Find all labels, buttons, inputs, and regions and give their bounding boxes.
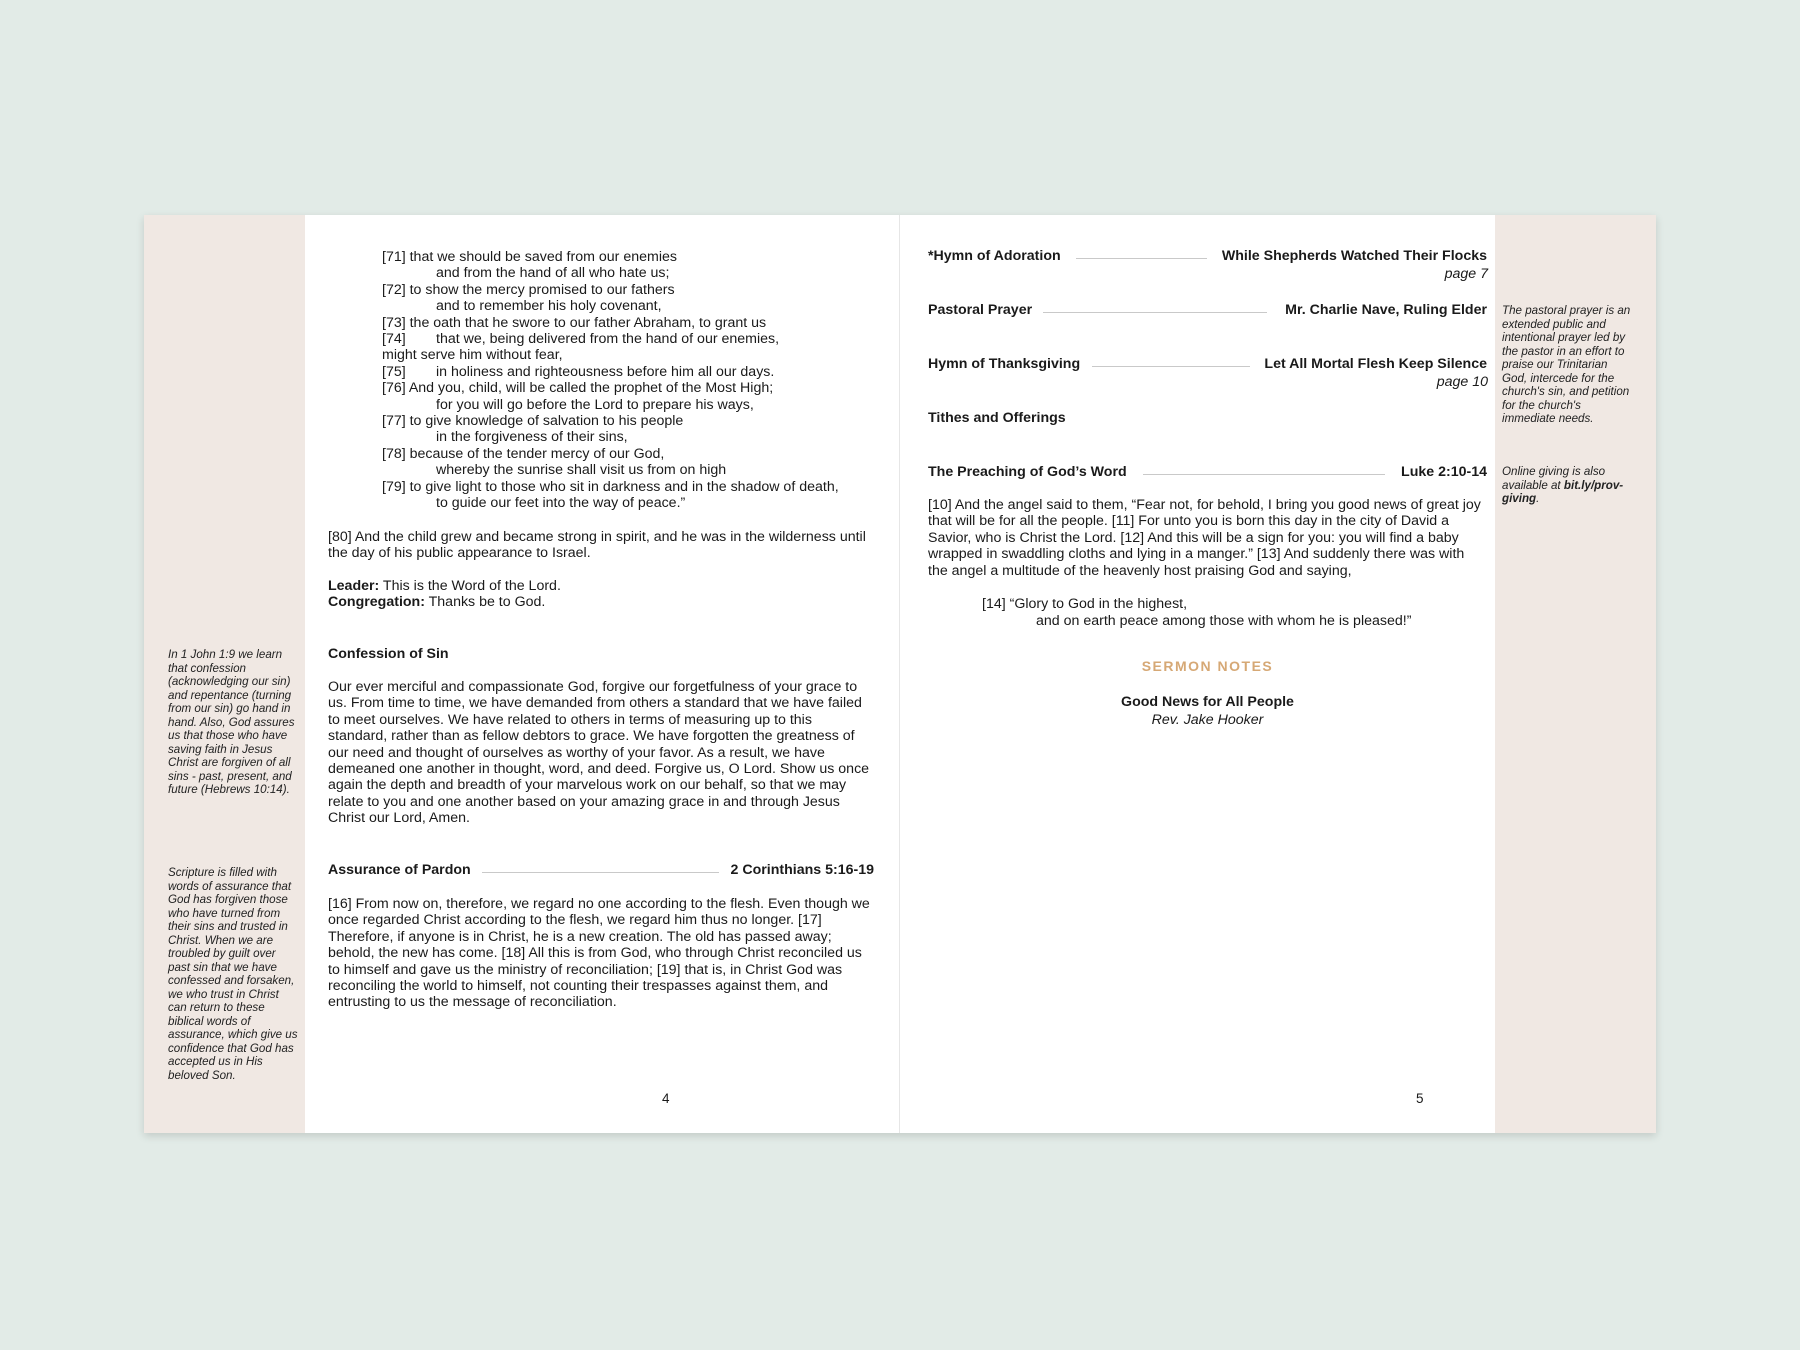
- verse-line: [72] to show the mercy promised to our fathers: [382, 282, 675, 298]
- verse-line: [78] because of the tender mercy of our God,: [382, 446, 665, 462]
- gloria-line: and on earth peace among those with whom he is pleased!”: [1036, 613, 1412, 629]
- verse-line: [77] to give knowledge of salvation to his people: [382, 413, 684, 429]
- preacher-name: Rev. Jake Hooker: [1151, 712, 1264, 728]
- leader-rule: [1092, 366, 1250, 367]
- hymn-thanksgiving-name: Let All Mortal Flesh Keep Silence: [1264, 356, 1487, 372]
- leader-rule: [1043, 312, 1267, 313]
- verse-line: [79] to give light to those who sit in darkness and in the shadow of death,: [382, 479, 839, 495]
- verse-line: [73] the oath that he swore to our father Abraham, to grant us: [382, 315, 767, 331]
- side-note-assurance: Scripture is filled with words of assurance that God has forgiven those who have turned from their sins and trusted in Christ. When we are troubled by guilt over past sin that we have confessed and forsaken, we who trust in Christ can return to these biblical words of assurance, which give us confidence that God has accepted us in His beloved Son.: [168, 866, 298, 1082]
- sermon-notes-label: SERMON NOTES: [1141, 658, 1274, 674]
- sermon-title: Good News for All People: [1121, 694, 1294, 710]
- verse-number: [75]: [382, 364, 406, 380]
- page-4: [328, 215, 876, 1133]
- leader-rule: [1076, 258, 1207, 259]
- side-note-giving: [1502, 465, 1632, 506]
- verse-line: whereby the sunrise shall visit us from on high: [436, 462, 727, 478]
- page-number: 5: [1416, 1091, 1424, 1106]
- left-margin-panel: [144, 215, 305, 1133]
- luke-passage: [10] And the angel said to them, “Fear not, for behold, I bring you good news of great joy that will be for all the people. [11] For unto you is born this day in the city of David a Savior, who is Christ the Lord. [12] And this will be a sign for you: you will find a baby wrapped in swaddling cloths and lying in a manger.” [13] And suddenly there was with the angel a multitude of the heavenly host praising God and saying,: [928, 497, 1481, 579]
- bulletin-spread: [144, 215, 1656, 1133]
- leader-label: Leader:: [328, 578, 380, 594]
- hymn-thanksgiving-page: page 10: [1436, 374, 1488, 390]
- preaching-row: [928, 464, 1487, 482]
- gloria-line: [14] “Glory to God in the highest,: [982, 596, 1188, 612]
- verse-line: for you will go before the Lord to prepare his ways,: [436, 397, 754, 413]
- verse-line: to guide our feet into the way of peace.”: [436, 495, 686, 511]
- pastoral-prayer-leader: Mr. Charlie Nave, Ruling Elder: [1285, 302, 1487, 318]
- verse-80-paragraph: [80] And the child grew and became strong in spirit, and he was in the wilderness until the day of his public appearance to Israel.: [328, 529, 866, 562]
- pastoral-prayer-title: Pastoral Prayer: [928, 302, 1033, 318]
- side-note-pastoral-prayer: The pastoral prayer is an extended public and intentional prayer led by the pastor in an effort to praise our Trinitarian God, intercede for the church's sin, and petition for the church's immediate needs.: [1502, 304, 1631, 425]
- pastoral-prayer-row: [928, 302, 1487, 320]
- leader-rule: [1143, 474, 1385, 475]
- hymn-thanksgiving-title: Hymn of Thanksgiving: [928, 356, 1081, 372]
- hymn-adoration-page: page 7: [1444, 266, 1488, 282]
- verse-line: in holiness and righteousness before him all our days.: [436, 364, 775, 380]
- page-5: [928, 215, 1488, 1133]
- confession-prayer: Our ever merciful and compassionate God, forgive our forgetfulness of your grace to us. From time to time, we have demanded from others a standard that we have failed to meet ourselves. We have related to others in terms of measuring up to this standard, rather than as fellow debtors to grace. We have forgotten the greatness of our need and thought of ourselves as worthy of your favor. As a result, we have demeaned one another in thought, word, and deed. Forgive us, O Lord. Show us once again the depth and breadth of your marvelous work on our behalf, so that we may relate to you and one another based on your amazing grace in and through Jesus Christ our Lord, Amen.: [328, 679, 870, 827]
- verse-line: that we, being delivered from the hand of our enemies,: [436, 331, 780, 347]
- congregation-label: Congregation:: [328, 594, 425, 611]
- verse-line: and to remember his holy covenant,: [436, 298, 662, 314]
- page-number: 4: [662, 1091, 670, 1106]
- giving-link[interactable]: bit.ly/prov-giving: [1502, 478, 1624, 505]
- assurance-passage: [16] From now on, therefore, we regard no one according to the flesh. Even though we once regarded Christ according to the flesh, we regard him thus no longer. [17] Therefore, if anyone is in Christ, he is a new creation. The old has passed away; behold, the new has come. [18] All this is from God, who through Christ reconciled us to himself and gave us the ministry of reconciliation; [19] that is, in Christ God was reconciling the world to himself, not counting their trespasses against them, and entrusting to us the message of reconciliation.: [328, 896, 870, 1011]
- verse-line: in the forgiveness of their sins,: [436, 429, 628, 445]
- confession-heading: Confession of Sin: [328, 646, 449, 662]
- hymn-adoration-title: *Hymn of Adoration: [928, 248, 1061, 264]
- verse-line: might serve him without fear,: [382, 347, 563, 363]
- preaching-title: The Preaching of God’s Word: [928, 464, 1127, 480]
- response-block: [328, 578, 873, 611]
- assurance-heading: Assurance of Pardon: [328, 862, 471, 878]
- verse-line: [76] And you, child, will be called the prophet of the Most High;: [382, 380, 774, 396]
- leader-text: This is the Word of the Lord.: [379, 578, 561, 594]
- hymn-thanksgiving-row: [928, 356, 1487, 374]
- assurance-reference: 2 Corinthians 5:16-19: [730, 862, 874, 878]
- preaching-reference: Luke 2:10-14: [1401, 464, 1487, 480]
- congregation-text: Thanks be to God.: [424, 594, 546, 611]
- giving-text: Online giving is also available at: [1502, 465, 1606, 492]
- side-note-confession: In 1 John 1:9 we learn that confession (acknowledging our sin) and repentance (turning from our sin) go hand in hand. Also, God assures us that those who have saving faith in Jesus Christ are forgiven of all sins - past, present, and future (Hebrews 10:14).: [168, 648, 295, 796]
- verse-line: [71] that we should be saved from our enemies: [382, 249, 677, 265]
- right-margin-panel: [1495, 215, 1656, 1133]
- leader-rule: [482, 872, 719, 873]
- verse-number: [74]: [382, 331, 406, 347]
- hymn-adoration-row: [928, 248, 1487, 266]
- page-gutter: [899, 215, 900, 1133]
- assurance-row: [328, 862, 874, 880]
- hymn-adoration-name: While Shepherds Watched Their Flocks: [1221, 248, 1487, 264]
- giving-suffix: .: [1536, 492, 1540, 505]
- tithes-heading: Tithes and Offerings: [928, 410, 1066, 426]
- verse-line: and from the hand of all who hate us;: [436, 265, 670, 281]
